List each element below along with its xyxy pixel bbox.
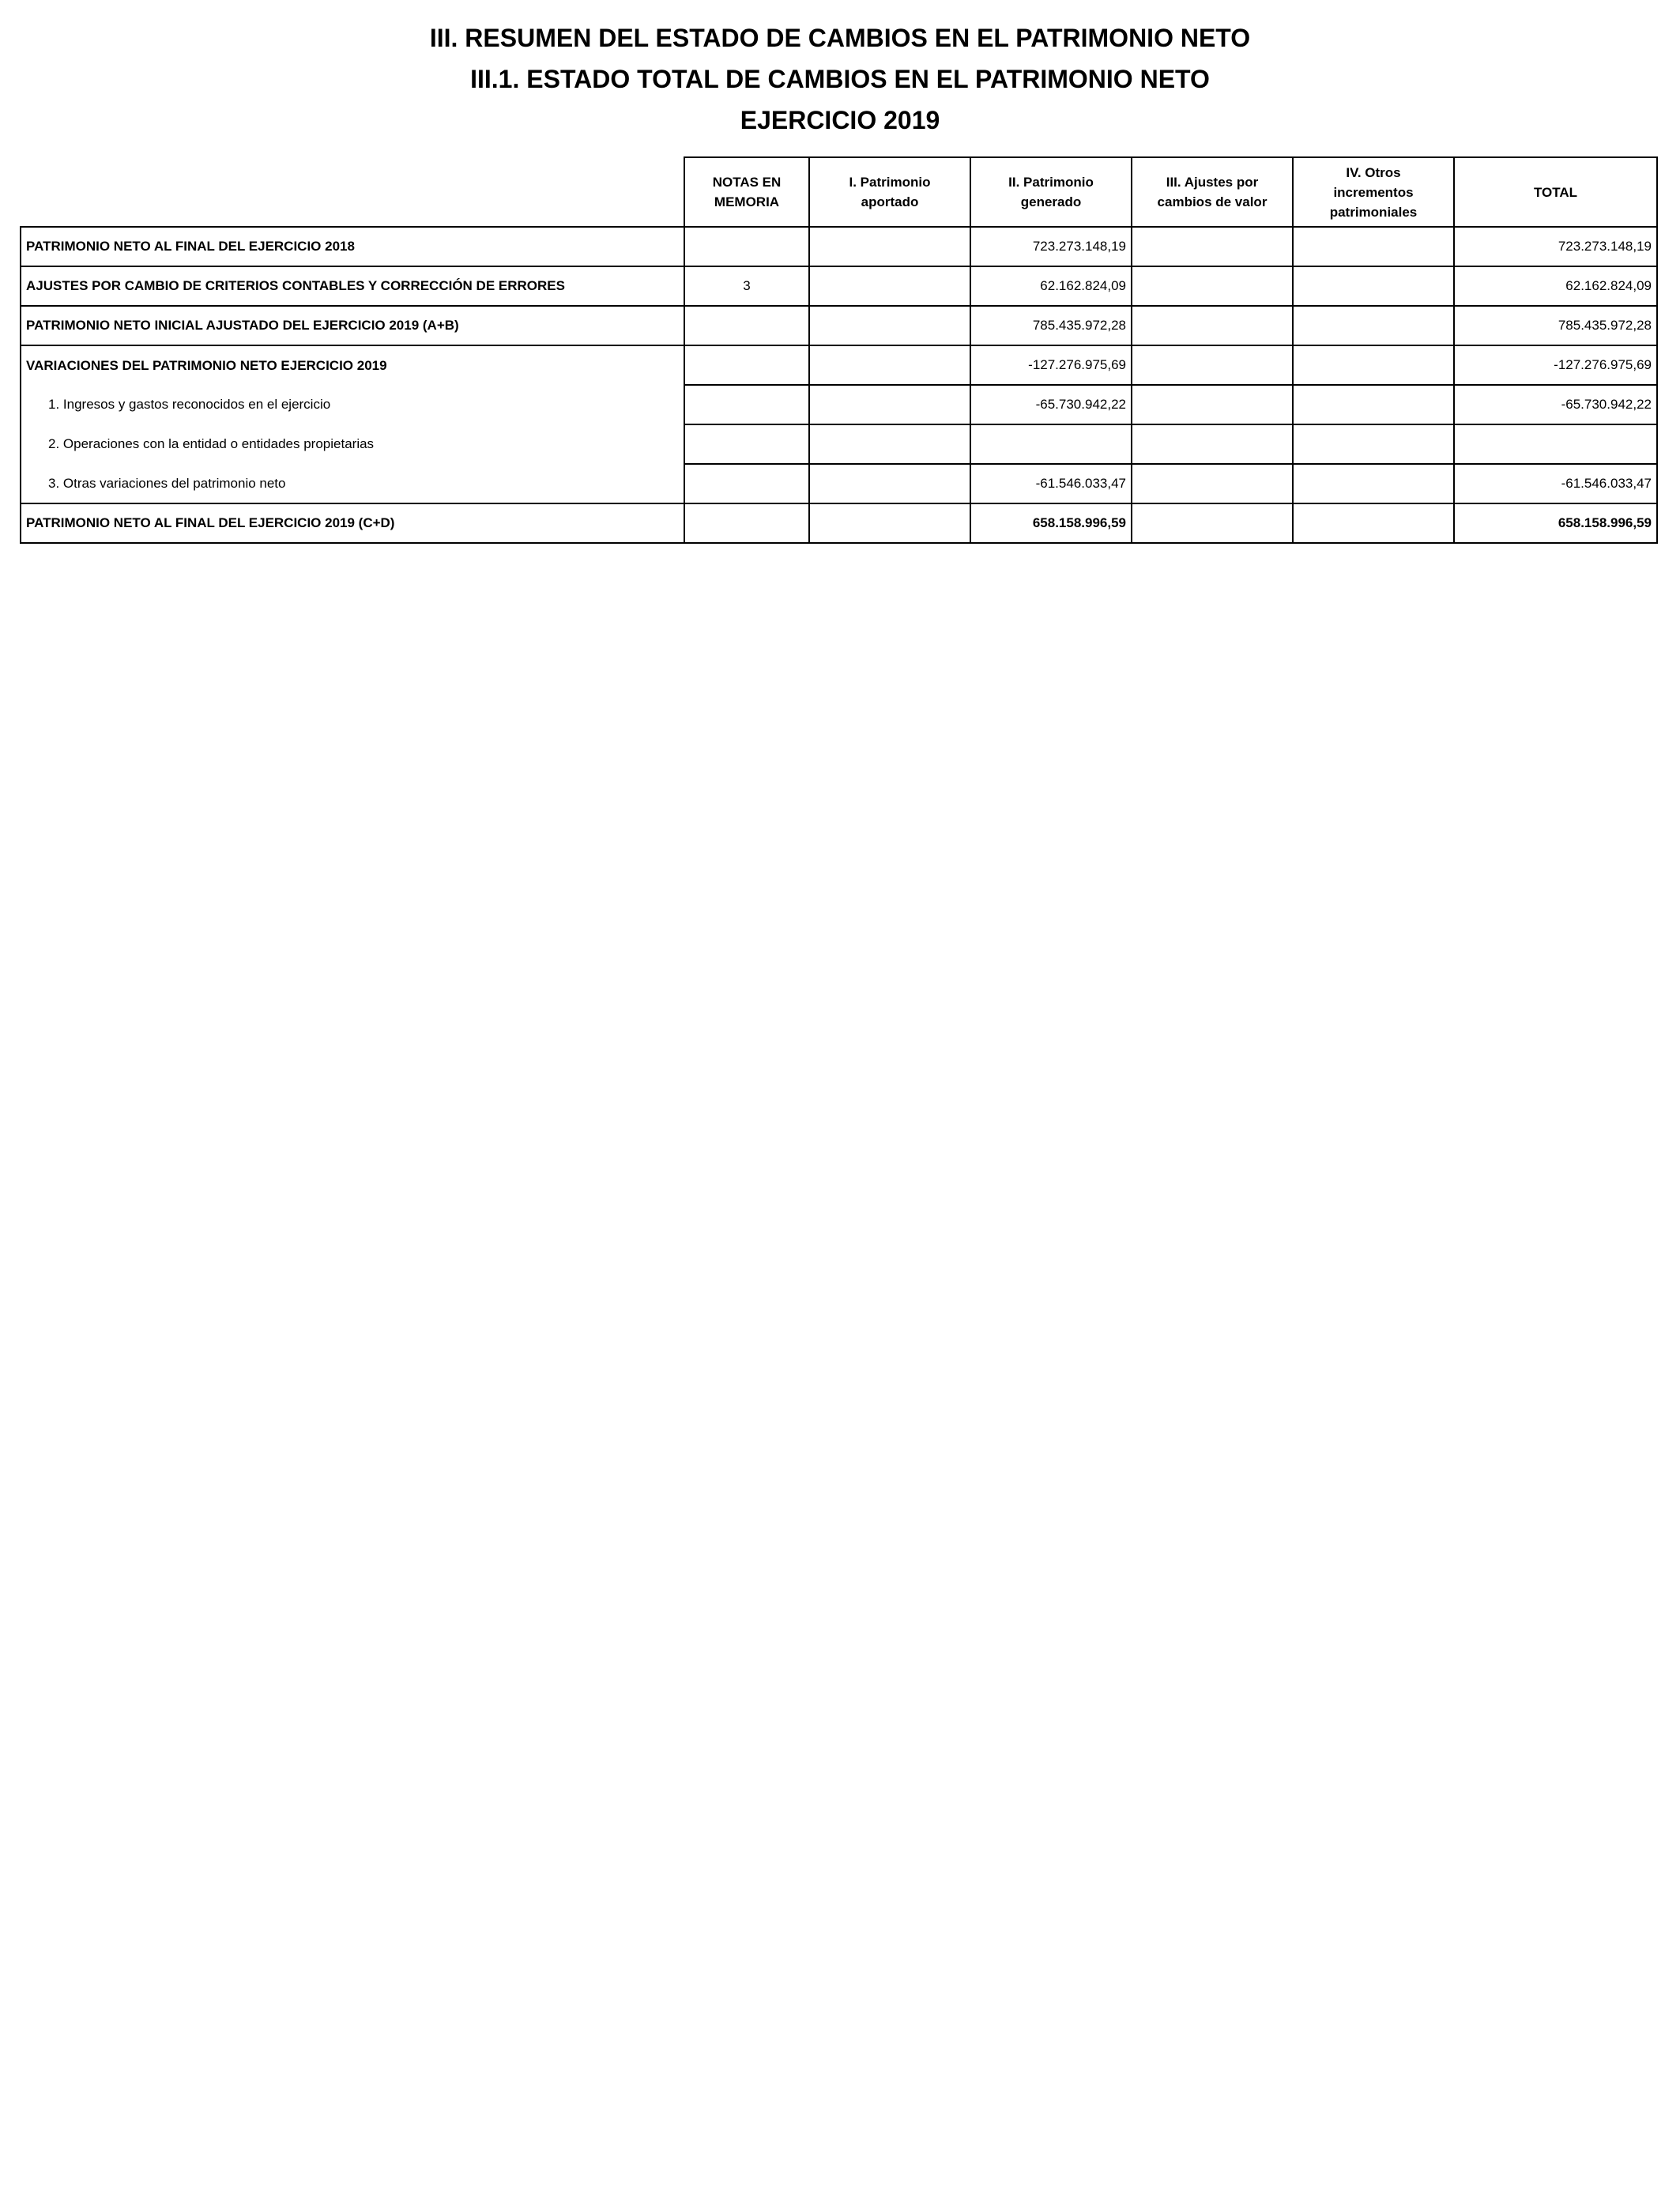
- cell-otros: [1293, 345, 1454, 385]
- cell-ajustes: [1132, 306, 1293, 345]
- table-row: [21, 503, 1657, 543]
- cell-ajustes: [1132, 385, 1293, 424]
- cell-generado: -65.730.942,22: [970, 385, 1132, 424]
- table-row: [21, 385, 1657, 424]
- table-header-row: [21, 157, 1657, 227]
- table-row: [21, 266, 1657, 306]
- cell-ajustes: [1132, 345, 1293, 385]
- cell-aportado: [809, 464, 970, 503]
- cell-nota: [684, 227, 809, 266]
- cell-otros: [1293, 424, 1454, 464]
- table-row: [21, 227, 1657, 266]
- cell-nota: [684, 306, 809, 345]
- row-label: 2. Operaciones con la entidad o entidades propietarias: [21, 424, 684, 464]
- cell-otros: [1293, 464, 1454, 503]
- table-row: [21, 306, 1657, 345]
- row-label: 3. Otras variaciones del patrimonio neto: [21, 464, 684, 503]
- row-label: VARIACIONES DEL PATRIMONIO NETO EJERCICIO 2019: [21, 345, 684, 385]
- title-main: III. RESUMEN DEL ESTADO DE CAMBIOS EN EL PATRIMONIO NETO: [429, 24, 1251, 52]
- cell-ajustes: [1132, 266, 1293, 306]
- document-header: [0, 17, 1680, 141]
- header-notas: NOTAS EN MEMORIA: [684, 157, 809, 227]
- cell-generado: 785.435.972,28: [970, 306, 1132, 345]
- header-blank-cell: [21, 157, 684, 227]
- cell-aportado: [809, 306, 970, 345]
- title-sub: III.1. ESTADO TOTAL DE CAMBIOS EN EL PATRIMONIO NETO: [470, 65, 1210, 93]
- row-label: AJUSTES POR CAMBIO DE CRITERIOS CONTABLES Y CORRECCIÓN DE ERRORES: [21, 266, 684, 306]
- cell-generado: -127.276.975,69: [970, 345, 1132, 385]
- cell-nota: [684, 503, 809, 543]
- cell-nota: [684, 424, 809, 464]
- row-label: 1. Ingresos y gastos reconocidos en el ejercicio: [21, 385, 684, 424]
- cell-otros: [1293, 503, 1454, 543]
- cell-generado: 62.162.824,09: [970, 266, 1132, 306]
- cell-aportado: [809, 227, 970, 266]
- cell-total: -127.276.975,69: [1454, 345, 1657, 385]
- cell-total: [1454, 424, 1657, 464]
- cell-nota: [684, 345, 809, 385]
- header-generado: II. Patrimonio generado: [970, 157, 1132, 227]
- cell-total: 658.158.996,59: [1454, 503, 1657, 543]
- cell-total: -65.730.942,22: [1454, 385, 1657, 424]
- cell-generado: [970, 424, 1132, 464]
- cell-nota: [684, 464, 809, 503]
- cell-ajustes: [1132, 464, 1293, 503]
- cell-aportado: [809, 385, 970, 424]
- cell-total: 785.435.972,28: [1454, 306, 1657, 345]
- row-label: PATRIMONIO NETO AL FINAL DEL EJERCICIO 2018: [21, 227, 684, 266]
- header-aportado: I. Patrimonio aportado: [809, 157, 970, 227]
- cell-otros: [1293, 266, 1454, 306]
- cell-aportado: [809, 503, 970, 543]
- cell-nota: [684, 385, 809, 424]
- header-total: TOTAL: [1454, 157, 1657, 227]
- cell-otros: [1293, 227, 1454, 266]
- cell-ajustes: [1132, 227, 1293, 266]
- header-ajustes: III. Ajustes por cambios de valor: [1132, 157, 1293, 227]
- cell-total: 62.162.824,09: [1454, 266, 1657, 306]
- cell-ajustes: [1132, 424, 1293, 464]
- header-otros: IV. Otros incrementos patrimoniales: [1293, 157, 1454, 227]
- cell-generado: 723.273.148,19: [970, 227, 1132, 266]
- cell-aportado: [809, 266, 970, 306]
- equity-changes-table: [20, 156, 1658, 544]
- cell-generado: -61.546.033,47: [970, 464, 1132, 503]
- cell-ajustes: [1132, 503, 1293, 543]
- cell-generado: 658.158.996,59: [970, 503, 1132, 543]
- cell-otros: [1293, 385, 1454, 424]
- table-row: [21, 424, 1657, 464]
- row-label: PATRIMONIO NETO AL FINAL DEL EJERCICIO 2019 (C+D): [21, 503, 684, 543]
- cell-otros: [1293, 306, 1454, 345]
- table-row: [21, 345, 1657, 385]
- title-year: EJERCICIO 2019: [740, 106, 940, 134]
- row-label: PATRIMONIO NETO INICIAL AJUSTADO DEL EJERCICIO 2019 (A+B): [21, 306, 684, 345]
- cell-aportado: [809, 345, 970, 385]
- cell-total: 723.273.148,19: [1454, 227, 1657, 266]
- cell-aportado: [809, 424, 970, 464]
- table-row: [21, 464, 1657, 503]
- cell-nota: 3: [684, 266, 809, 306]
- cell-total: -61.546.033,47: [1454, 464, 1657, 503]
